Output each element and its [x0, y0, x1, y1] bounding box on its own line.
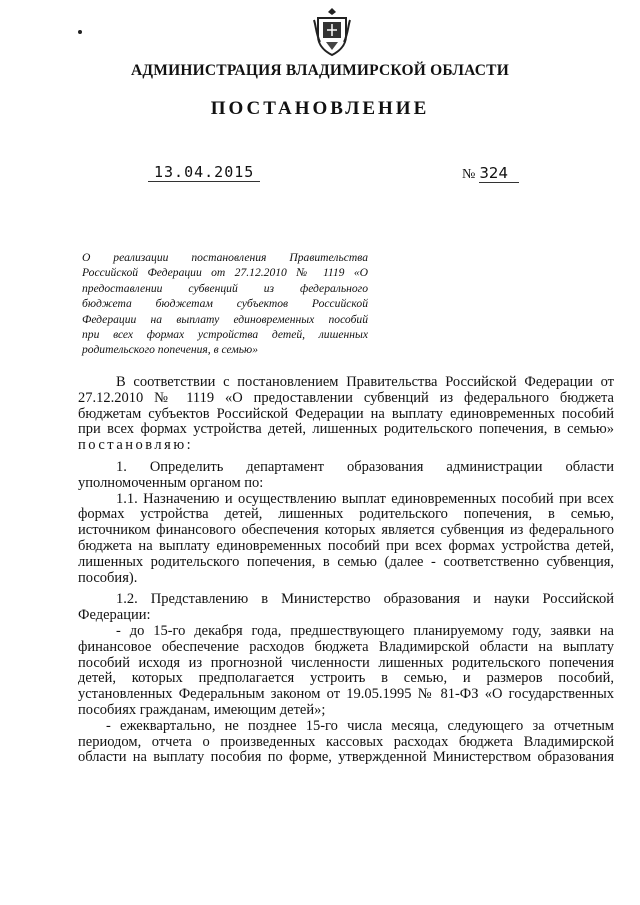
decree-word: постановляю: — [78, 437, 194, 454]
body-line: уполномоченным органом по: — [78, 474, 264, 491]
body-line: 1.2. Представлению в Министерство образования и науки Российской — [116, 591, 614, 608]
document-subject — [82, 250, 368, 358]
body-line: источником финансового обеспечения которых является субвенция из федерального — [78, 522, 614, 539]
body-line: установленных Федеральным законом от 19.05.1995 № 81-ФЗ «О государственных — [78, 686, 614, 703]
body-line: финансовое обеспечение расходов бюджета Владимирской области на выплату — [78, 638, 614, 655]
document-date: 13.04.2015 — [148, 163, 260, 182]
number-label: № — [462, 167, 476, 182]
body-line: 27.12.2010 № 1119 «О предоставлении субвенций из федерального бюджета — [78, 389, 614, 406]
subject-line: предоставлении субвенций из федерального — [82, 281, 368, 295]
body-line: пособий исходя из прогнозной численности лишенных родительского попечения — [78, 654, 614, 671]
document-body — [78, 375, 614, 766]
body-line: при всех формах устройства детей, лишенных родительского попечения, в семью» — [78, 421, 614, 438]
subject-line: при всех формах устройства детей, лишенных — [82, 328, 368, 342]
body-line: 1.1. Назначению и осуществлению выплат единовременных пособий при всех — [116, 490, 614, 507]
body-line: формах устройства детей, лишенных родительского попечения, в семью, — [78, 506, 614, 523]
number-value: 324 — [479, 164, 519, 183]
body-line: 1. Определить департамент образования администрации области — [116, 458, 614, 475]
body-line: лишенных родительского попечения, в семью (далее - соответственно субвенция, — [78, 553, 614, 570]
body-line: - до 15-го декабря года, предшествующего планируемому году, заявки на — [116, 622, 614, 639]
body-line: области на выплату пособия по форме, утвержденной Министерством образования — [78, 749, 614, 766]
organization-title: АДМИНИСТРАЦИЯ ВЛАДИМИРСКОЙ ОБЛАСТИ — [131, 62, 509, 79]
subject-line: Российской Федерации от 27.12.2010 № 1119 «О — [82, 266, 368, 280]
body-line: периодом, отчета о произведенных кассовых расходах бюджета Владимирской — [78, 733, 614, 750]
body-line: Федерации: — [78, 607, 151, 624]
body-line: пособия). — [78, 569, 138, 586]
subject-line: О реализации постановления Правительства — [82, 251, 368, 264]
subject-line: родительского попечения, в семью» — [82, 343, 259, 357]
body-line: детей, которых предполагается устроить в семью, и размеров пособий, — [78, 670, 614, 687]
document-number — [462, 164, 519, 183]
body-line: бюджетам субъектов Российской Федерации на выплату единовременных пособий — [78, 405, 614, 422]
body-line: бюджета на выплату единовременных пособий при всех формах устройства детей, — [78, 537, 614, 554]
subject-line: бюджета бюджетам субъектов Российской — [82, 297, 368, 311]
body-line: В соответствии с постановлением Правительства Российской Федерации от — [116, 374, 614, 390]
body-line: - ежеквартально, не позднее 15-го числа месяца, следующего за отчетным — [106, 717, 614, 734]
scan-mark — [78, 30, 82, 34]
body-line: пособиях гражданам, имеющим детей»; — [78, 701, 326, 718]
subject-line: Федерации на выплату единовременных пособий — [82, 312, 368, 326]
document-type-title: ПОСТАНОВЛЕНИЕ — [210, 98, 430, 119]
coat-of-arms-icon — [312, 6, 352, 58]
